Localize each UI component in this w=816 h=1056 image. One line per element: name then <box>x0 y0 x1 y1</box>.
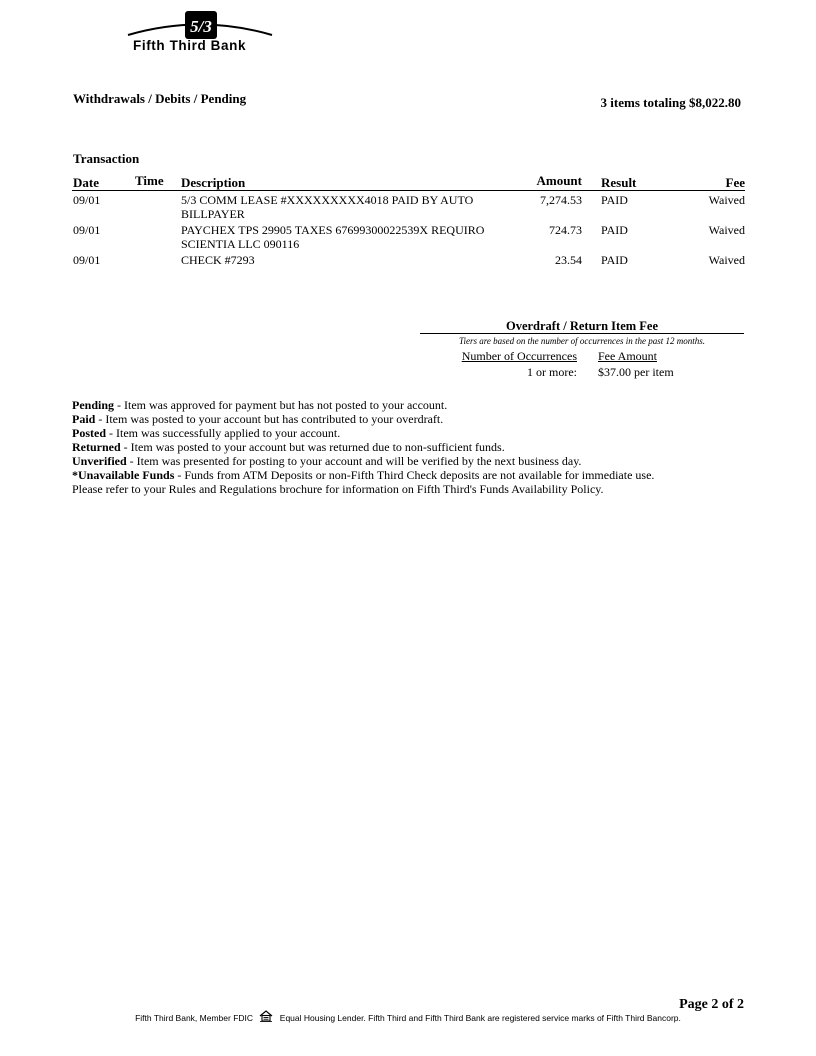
equal-housing-icon <box>259 1010 273 1024</box>
legend-text: - Funds from ATM Deposits or non-Fifth Third Check deposits are not available for immediate use. <box>174 468 655 482</box>
legend-term: Unverified <box>72 454 127 468</box>
footer-left: Fifth Third Bank, Member FDIC <box>135 1013 254 1023</box>
row-description: 5/3 COMM LEASE #XXXXXXXXX4018 PAID BY AUTO BILLPAYER <box>181 193 474 221</box>
row-date: 09/01 <box>73 223 101 237</box>
overdraft-note: Tiers are based on the number of occurrences in the past 12 months. <box>458 336 706 346</box>
column-header-time: Time <box>135 173 164 188</box>
legend-item <box>72 426 772 440</box>
row-description: PAYCHEX TPS 29905 TAXES 67699300022539X REQUIRO SCIENTIA LLC 090116 <box>181 223 485 251</box>
row-fee: Waived <box>708 253 745 267</box>
section-summary: 3 items totaling $8,022.80 <box>600 95 741 110</box>
footer-right: Equal Housing Lender. Fifth Third and Fifth Third Bank are registered service marks of Fifth Third Bancorp. <box>279 1013 681 1023</box>
logo-text: 5/3 <box>190 17 212 36</box>
legend-item <box>72 482 772 496</box>
legend-text: - Item was posted to your account but was returned due to non-sufficient funds. <box>120 440 505 454</box>
legend-text: Please refer to your Rules and Regulations brochure for information on Fifth Third's Funds Availability Policy. <box>72 482 604 496</box>
overdraft-fee: $37.00 per item <box>598 365 674 379</box>
row-description: CHECK #7293 <box>181 253 255 267</box>
overdraft-col-fee: Fee Amount <box>598 349 657 363</box>
legend-term: Posted <box>72 426 106 440</box>
legend-item <box>72 412 772 426</box>
overdraft-occurrences: 1 or more: <box>527 365 577 379</box>
legend-term: Paid <box>72 412 96 426</box>
column-header-amount: Amount <box>536 173 582 188</box>
legend-text: - Item was presented for posting to your account and will be verified by the next business day. <box>126 454 582 468</box>
row-fee: Waived <box>708 223 745 237</box>
status-legend <box>72 398 772 496</box>
legend-item <box>72 454 772 468</box>
column-header-date: Date <box>73 175 99 190</box>
row-date: 09/01 <box>73 193 101 207</box>
overdraft-rule <box>420 333 744 334</box>
row-fee: Waived <box>708 193 745 207</box>
column-header-description: Description <box>181 175 246 190</box>
legend-text: - Item was successfully applied to your account. <box>106 426 341 440</box>
transaction-heading: Transaction <box>73 151 140 166</box>
footer <box>0 1010 816 1024</box>
overdraft-col-occurrences: Number of Occurrences <box>461 349 577 363</box>
section-title: Withdrawals / Debits / Pending <box>73 91 247 106</box>
column-header-fee: Fee <box>725 175 745 190</box>
bank-logo-mark-icon <box>125 8 275 40</box>
legend-term: *Unavailable Funds <box>72 468 175 482</box>
table-header-rule <box>72 190 745 191</box>
legend-text: - Item was posted to your account but has contributed to your overdraft. <box>95 412 444 426</box>
legend-item <box>72 398 772 412</box>
bank-name: Fifth Third Bank <box>133 38 247 53</box>
legend-term: Returned <box>72 440 121 454</box>
row-amount: 724.73 <box>549 223 582 237</box>
row-result: PAID <box>601 193 628 207</box>
column-header-result: Result <box>601 175 637 190</box>
legend-text: - Item was approved for payment but has not posted to your account. <box>114 398 448 412</box>
page-number: Page 2 of 2 <box>679 997 744 1012</box>
legend-term: Pending <box>72 398 115 412</box>
row-amount: 23.54 <box>555 253 582 267</box>
row-amount: 7,274.53 <box>540 193 582 207</box>
row-result: PAID <box>601 253 628 267</box>
overdraft-title: Overdraft / Return Item Fee <box>505 319 659 333</box>
row-result: PAID <box>601 223 628 237</box>
row-date: 09/01 <box>73 253 101 267</box>
legend-item <box>72 468 772 482</box>
legend-item <box>72 440 772 454</box>
